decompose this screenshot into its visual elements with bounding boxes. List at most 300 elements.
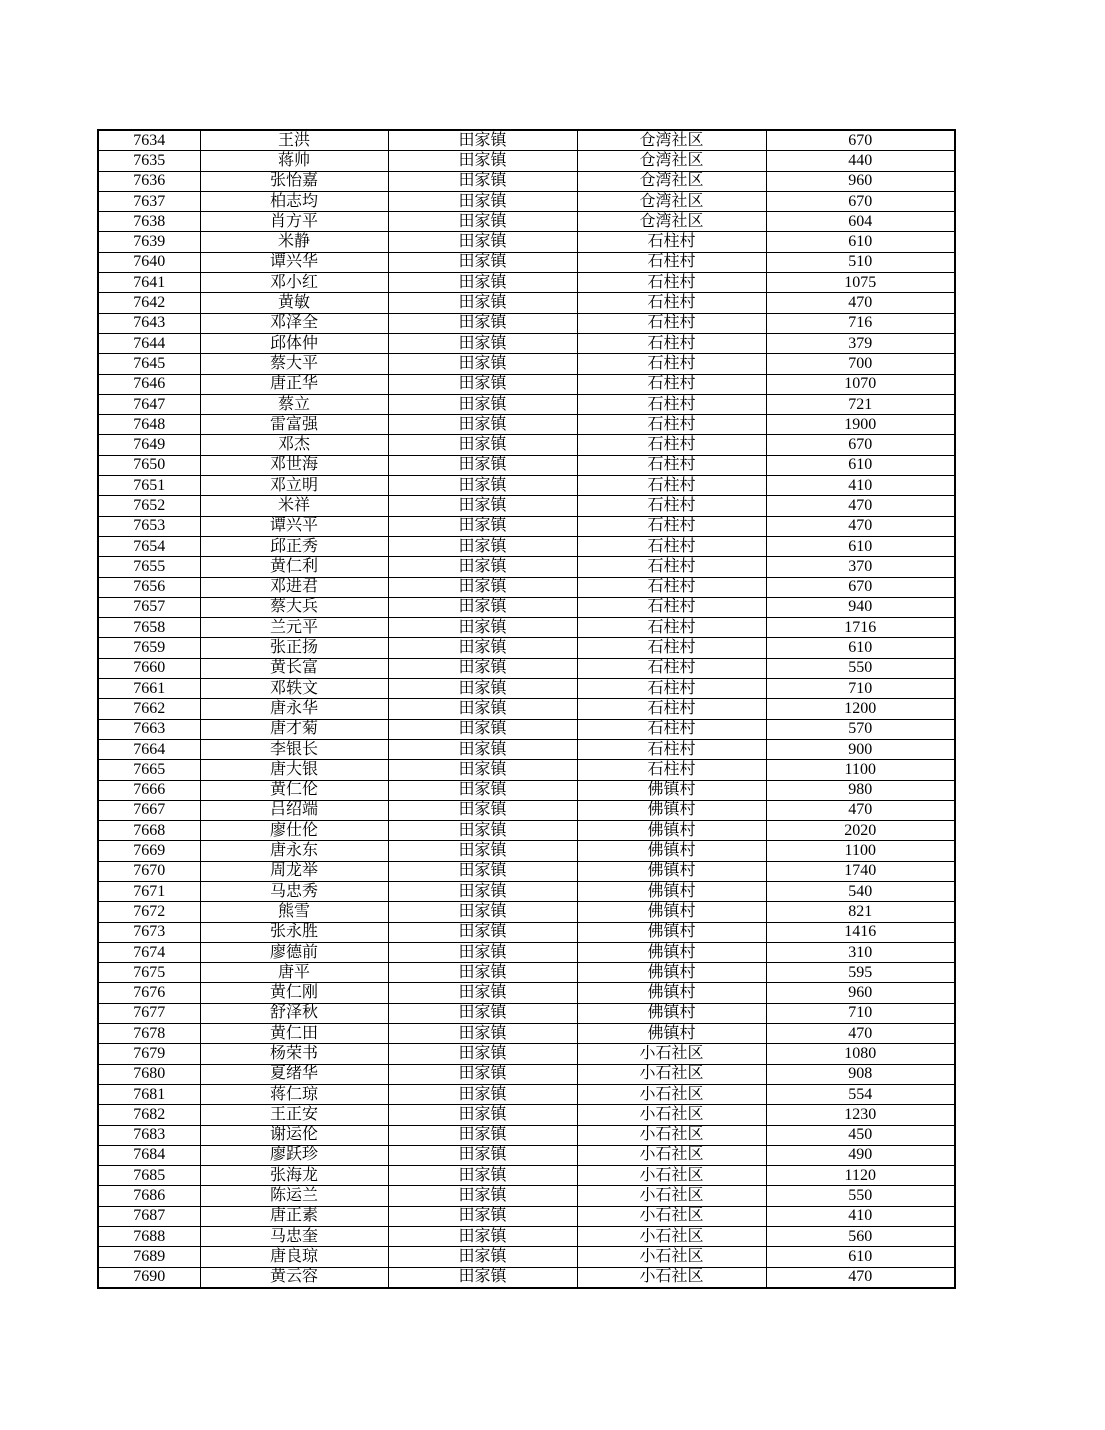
cell-number: 7650 xyxy=(98,455,200,475)
cell-village: 石柱村 xyxy=(577,313,766,333)
cell-number: 7653 xyxy=(98,516,200,536)
cell-amount: 1416 xyxy=(766,922,955,942)
table-row xyxy=(98,151,955,171)
cell-number: 7643 xyxy=(98,313,200,333)
cell-number: 7669 xyxy=(98,841,200,861)
cell-town: 田家镇 xyxy=(388,232,577,252)
cell-town: 田家镇 xyxy=(388,800,577,820)
cell-village: 石柱村 xyxy=(577,638,766,658)
table-row xyxy=(98,841,955,861)
cell-amount: 1100 xyxy=(766,760,955,780)
cell-number: 7659 xyxy=(98,638,200,658)
cell-village: 仓湾社区 xyxy=(577,151,766,171)
cell-name: 张海龙 xyxy=(200,1166,388,1186)
cell-name: 廖跃珍 xyxy=(200,1145,388,1165)
cell-name: 蔡立 xyxy=(200,394,388,414)
cell-village: 石柱村 xyxy=(577,536,766,556)
cell-number: 7639 xyxy=(98,232,200,252)
cell-name: 邓杰 xyxy=(200,435,388,455)
records-table xyxy=(97,129,956,1289)
cell-village: 佛镇村 xyxy=(577,1024,766,1044)
cell-number: 7681 xyxy=(98,1084,200,1104)
cell-name: 邓小红 xyxy=(200,273,388,293)
table-row xyxy=(98,881,955,901)
table-row xyxy=(98,679,955,699)
cell-number: 7635 xyxy=(98,151,200,171)
cell-name: 黄云容 xyxy=(200,1267,388,1288)
cell-amount: 670 xyxy=(766,191,955,211)
cell-amount: 550 xyxy=(766,1186,955,1206)
table-row xyxy=(98,313,955,333)
cell-town: 田家镇 xyxy=(388,130,577,151)
cell-name: 廖德前 xyxy=(200,942,388,962)
cell-village: 佛镇村 xyxy=(577,963,766,983)
cell-village: 石柱村 xyxy=(577,394,766,414)
cell-amount: 410 xyxy=(766,1206,955,1226)
cell-number: 7666 xyxy=(98,780,200,800)
cell-village: 佛镇村 xyxy=(577,861,766,881)
cell-name: 陈运兰 xyxy=(200,1186,388,1206)
cell-town: 田家镇 xyxy=(388,719,577,739)
cell-village: 仓湾社区 xyxy=(577,171,766,191)
cell-name: 周龙举 xyxy=(200,861,388,881)
cell-town: 田家镇 xyxy=(388,983,577,1003)
cell-village: 石柱村 xyxy=(577,252,766,272)
cell-village: 石柱村 xyxy=(577,679,766,699)
cell-name: 蔡大平 xyxy=(200,354,388,374)
table-row xyxy=(98,800,955,820)
cell-number: 7689 xyxy=(98,1247,200,1267)
cell-amount: 1075 xyxy=(766,273,955,293)
cell-amount: 379 xyxy=(766,333,955,353)
table-row xyxy=(98,252,955,272)
cell-name: 邓世海 xyxy=(200,455,388,475)
cell-number: 7644 xyxy=(98,333,200,353)
cell-number: 7676 xyxy=(98,983,200,1003)
table-row xyxy=(98,942,955,962)
cell-village: 石柱村 xyxy=(577,455,766,475)
cell-amount: 470 xyxy=(766,496,955,516)
table-row xyxy=(98,618,955,638)
cell-amount: 2020 xyxy=(766,821,955,841)
cell-amount: 610 xyxy=(766,232,955,252)
cell-number: 7670 xyxy=(98,861,200,881)
cell-town: 田家镇 xyxy=(388,1125,577,1145)
cell-number: 7673 xyxy=(98,922,200,942)
cell-village: 仓湾社区 xyxy=(577,212,766,232)
cell-town: 田家镇 xyxy=(388,881,577,901)
table-row xyxy=(98,293,955,313)
cell-amount: 570 xyxy=(766,719,955,739)
cell-town: 田家镇 xyxy=(388,252,577,272)
cell-amount: 450 xyxy=(766,1125,955,1145)
cell-amount: 470 xyxy=(766,1267,955,1288)
cell-town: 田家镇 xyxy=(388,597,577,617)
cell-amount: 610 xyxy=(766,455,955,475)
table-row xyxy=(98,130,955,151)
cell-name: 黄仁伦 xyxy=(200,780,388,800)
cell-town: 田家镇 xyxy=(388,618,577,638)
cell-number: 7656 xyxy=(98,577,200,597)
cell-village: 小石社区 xyxy=(577,1206,766,1226)
cell-number: 7649 xyxy=(98,435,200,455)
cell-name: 蒋仁琼 xyxy=(200,1084,388,1104)
cell-amount: 610 xyxy=(766,536,955,556)
cell-amount: 940 xyxy=(766,597,955,617)
cell-number: 7647 xyxy=(98,394,200,414)
cell-amount: 1900 xyxy=(766,415,955,435)
cell-amount: 554 xyxy=(766,1084,955,1104)
table-row xyxy=(98,374,955,394)
cell-village: 小石社区 xyxy=(577,1084,766,1104)
cell-amount: 821 xyxy=(766,902,955,922)
cell-name: 邓轶文 xyxy=(200,679,388,699)
cell-amount: 1080 xyxy=(766,1044,955,1064)
cell-village: 小石社区 xyxy=(577,1105,766,1125)
cell-amount: 1200 xyxy=(766,699,955,719)
cell-amount: 410 xyxy=(766,476,955,496)
cell-town: 田家镇 xyxy=(388,1267,577,1288)
table-row xyxy=(98,760,955,780)
table-row xyxy=(98,516,955,536)
cell-town: 田家镇 xyxy=(388,1166,577,1186)
cell-name: 王正安 xyxy=(200,1105,388,1125)
table-row xyxy=(98,557,955,577)
cell-amount: 470 xyxy=(766,293,955,313)
cell-town: 田家镇 xyxy=(388,354,577,374)
table-row xyxy=(98,1064,955,1084)
cell-town: 田家镇 xyxy=(388,577,577,597)
cell-name: 谢运伦 xyxy=(200,1125,388,1145)
cell-name: 唐永华 xyxy=(200,699,388,719)
cell-town: 田家镇 xyxy=(388,1064,577,1084)
cell-village: 佛镇村 xyxy=(577,942,766,962)
cell-name: 邱正秀 xyxy=(200,536,388,556)
cell-number: 7663 xyxy=(98,719,200,739)
cell-amount: 560 xyxy=(766,1227,955,1247)
table-row xyxy=(98,638,955,658)
table-row xyxy=(98,354,955,374)
table-row xyxy=(98,273,955,293)
cell-town: 田家镇 xyxy=(388,496,577,516)
cell-amount: 470 xyxy=(766,1024,955,1044)
cell-town: 田家镇 xyxy=(388,699,577,719)
cell-name: 黄长富 xyxy=(200,658,388,678)
cell-amount: 470 xyxy=(766,800,955,820)
cell-number: 7671 xyxy=(98,881,200,901)
cell-number: 7675 xyxy=(98,963,200,983)
cell-village: 石柱村 xyxy=(577,719,766,739)
table-row xyxy=(98,394,955,414)
table-row xyxy=(98,699,955,719)
cell-number: 7634 xyxy=(98,130,200,151)
table-row xyxy=(98,597,955,617)
cell-number: 7684 xyxy=(98,1145,200,1165)
cell-town: 田家镇 xyxy=(388,1003,577,1023)
table-row xyxy=(98,1145,955,1165)
cell-village: 佛镇村 xyxy=(577,821,766,841)
table-row xyxy=(98,1105,955,1125)
table-row xyxy=(98,1206,955,1226)
table-row xyxy=(98,1044,955,1064)
cell-amount: 1740 xyxy=(766,861,955,881)
cell-village: 石柱村 xyxy=(577,374,766,394)
cell-town: 田家镇 xyxy=(388,212,577,232)
table-row xyxy=(98,536,955,556)
cell-name: 张正扬 xyxy=(200,638,388,658)
cell-number: 7686 xyxy=(98,1186,200,1206)
table-body xyxy=(98,130,955,1288)
cell-amount: 670 xyxy=(766,577,955,597)
table-row xyxy=(98,821,955,841)
cell-village: 石柱村 xyxy=(577,293,766,313)
cell-number: 7690 xyxy=(98,1267,200,1288)
cell-name: 谭兴华 xyxy=(200,252,388,272)
cell-town: 田家镇 xyxy=(388,942,577,962)
cell-number: 7651 xyxy=(98,476,200,496)
cell-name: 黄仁利 xyxy=(200,557,388,577)
table-row xyxy=(98,1125,955,1145)
cell-number: 7685 xyxy=(98,1166,200,1186)
cell-number: 7678 xyxy=(98,1024,200,1044)
cell-name: 蔡大兵 xyxy=(200,597,388,617)
document-page xyxy=(97,129,956,1289)
table-row xyxy=(98,1186,955,1206)
cell-town: 田家镇 xyxy=(388,151,577,171)
cell-village: 小石社区 xyxy=(577,1267,766,1288)
cell-amount: 610 xyxy=(766,1247,955,1267)
table-row xyxy=(98,333,955,353)
cell-amount: 900 xyxy=(766,739,955,759)
cell-amount: 721 xyxy=(766,394,955,414)
cell-village: 小石社区 xyxy=(577,1247,766,1267)
cell-name: 邓泽全 xyxy=(200,313,388,333)
cell-town: 田家镇 xyxy=(388,1044,577,1064)
cell-amount: 540 xyxy=(766,881,955,901)
cell-number: 7657 xyxy=(98,597,200,617)
cell-village: 石柱村 xyxy=(577,658,766,678)
table-row xyxy=(98,1166,955,1186)
cell-number: 7668 xyxy=(98,821,200,841)
cell-village: 佛镇村 xyxy=(577,800,766,820)
cell-amount: 595 xyxy=(766,963,955,983)
cell-name: 黄敏 xyxy=(200,293,388,313)
cell-town: 田家镇 xyxy=(388,679,577,699)
table-row xyxy=(98,1227,955,1247)
cell-village: 仓湾社区 xyxy=(577,130,766,151)
cell-village: 小石社区 xyxy=(577,1125,766,1145)
cell-number: 7677 xyxy=(98,1003,200,1023)
cell-number: 7664 xyxy=(98,739,200,759)
cell-number: 7682 xyxy=(98,1105,200,1125)
cell-number: 7667 xyxy=(98,800,200,820)
cell-number: 7637 xyxy=(98,191,200,211)
table-row xyxy=(98,780,955,800)
cell-name: 雷富强 xyxy=(200,415,388,435)
cell-village: 石柱村 xyxy=(577,739,766,759)
cell-village: 石柱村 xyxy=(577,557,766,577)
cell-town: 田家镇 xyxy=(388,1084,577,1104)
cell-village: 石柱村 xyxy=(577,232,766,252)
cell-town: 田家镇 xyxy=(388,191,577,211)
cell-name: 熊雪 xyxy=(200,902,388,922)
cell-village: 石柱村 xyxy=(577,496,766,516)
table-row xyxy=(98,171,955,191)
cell-village: 石柱村 xyxy=(577,415,766,435)
cell-amount: 550 xyxy=(766,658,955,678)
table-row xyxy=(98,902,955,922)
cell-amount: 960 xyxy=(766,171,955,191)
cell-town: 田家镇 xyxy=(388,841,577,861)
cell-number: 7645 xyxy=(98,354,200,374)
cell-name: 马忠秀 xyxy=(200,881,388,901)
cell-amount: 490 xyxy=(766,1145,955,1165)
cell-number: 7641 xyxy=(98,273,200,293)
table-row xyxy=(98,435,955,455)
cell-village: 佛镇村 xyxy=(577,922,766,942)
cell-number: 7646 xyxy=(98,374,200,394)
cell-village: 石柱村 xyxy=(577,435,766,455)
cell-number: 7688 xyxy=(98,1227,200,1247)
cell-town: 田家镇 xyxy=(388,1024,577,1044)
cell-village: 小石社区 xyxy=(577,1044,766,1064)
cell-amount: 510 xyxy=(766,252,955,272)
cell-amount: 980 xyxy=(766,780,955,800)
cell-village: 石柱村 xyxy=(577,516,766,536)
cell-town: 田家镇 xyxy=(388,435,577,455)
cell-name: 谭兴平 xyxy=(200,516,388,536)
cell-amount: 670 xyxy=(766,130,955,151)
cell-town: 田家镇 xyxy=(388,374,577,394)
cell-town: 田家镇 xyxy=(388,963,577,983)
cell-number: 7661 xyxy=(98,679,200,699)
cell-name: 李银长 xyxy=(200,739,388,759)
table-row xyxy=(98,1267,955,1288)
cell-amount: 710 xyxy=(766,1003,955,1023)
cell-name: 廖仕伦 xyxy=(200,821,388,841)
cell-name: 夏绪华 xyxy=(200,1064,388,1084)
cell-number: 7638 xyxy=(98,212,200,232)
cell-name: 马忠奎 xyxy=(200,1227,388,1247)
cell-amount: 1716 xyxy=(766,618,955,638)
cell-village: 石柱村 xyxy=(577,597,766,617)
cell-village: 小石社区 xyxy=(577,1145,766,1165)
cell-amount: 1230 xyxy=(766,1105,955,1125)
cell-town: 田家镇 xyxy=(388,1145,577,1165)
cell-village: 佛镇村 xyxy=(577,983,766,1003)
cell-amount: 960 xyxy=(766,983,955,1003)
cell-village: 石柱村 xyxy=(577,333,766,353)
table-row xyxy=(98,1084,955,1104)
cell-town: 田家镇 xyxy=(388,821,577,841)
cell-name: 唐才菊 xyxy=(200,719,388,739)
cell-village: 石柱村 xyxy=(577,273,766,293)
table-row xyxy=(98,1024,955,1044)
cell-village: 小石社区 xyxy=(577,1064,766,1084)
cell-town: 田家镇 xyxy=(388,922,577,942)
cell-amount: 700 xyxy=(766,354,955,374)
cell-town: 田家镇 xyxy=(388,902,577,922)
cell-village: 石柱村 xyxy=(577,618,766,638)
cell-town: 田家镇 xyxy=(388,394,577,414)
cell-name: 张怡嘉 xyxy=(200,171,388,191)
cell-number: 7655 xyxy=(98,557,200,577)
cell-name: 杨荣书 xyxy=(200,1044,388,1064)
cell-town: 田家镇 xyxy=(388,333,577,353)
cell-town: 田家镇 xyxy=(388,171,577,191)
cell-name: 邓立明 xyxy=(200,476,388,496)
cell-amount: 610 xyxy=(766,638,955,658)
cell-village: 佛镇村 xyxy=(577,1003,766,1023)
cell-town: 田家镇 xyxy=(388,1186,577,1206)
cell-name: 蒋帅 xyxy=(200,151,388,171)
cell-village: 石柱村 xyxy=(577,760,766,780)
cell-name: 米祥 xyxy=(200,496,388,516)
cell-village: 佛镇村 xyxy=(577,881,766,901)
cell-name: 邱体仲 xyxy=(200,333,388,353)
cell-name: 唐大银 xyxy=(200,760,388,780)
cell-number: 7636 xyxy=(98,171,200,191)
cell-name: 唐正华 xyxy=(200,374,388,394)
cell-name: 邓进君 xyxy=(200,577,388,597)
cell-town: 田家镇 xyxy=(388,273,577,293)
table-row xyxy=(98,719,955,739)
cell-name: 肖方平 xyxy=(200,212,388,232)
cell-amount: 1070 xyxy=(766,374,955,394)
cell-number: 7674 xyxy=(98,942,200,962)
table-row xyxy=(98,1247,955,1267)
cell-town: 田家镇 xyxy=(388,536,577,556)
cell-number: 7654 xyxy=(98,536,200,556)
cell-number: 7652 xyxy=(98,496,200,516)
table-row xyxy=(98,455,955,475)
cell-town: 田家镇 xyxy=(388,658,577,678)
cell-village: 小石社区 xyxy=(577,1227,766,1247)
cell-number: 7679 xyxy=(98,1044,200,1064)
cell-village: 石柱村 xyxy=(577,476,766,496)
cell-town: 田家镇 xyxy=(388,760,577,780)
cell-amount: 604 xyxy=(766,212,955,232)
table-row xyxy=(98,861,955,881)
cell-town: 田家镇 xyxy=(388,293,577,313)
table-row xyxy=(98,232,955,252)
cell-number: 7660 xyxy=(98,658,200,678)
cell-village: 石柱村 xyxy=(577,354,766,374)
table-row xyxy=(98,577,955,597)
cell-amount: 908 xyxy=(766,1064,955,1084)
cell-name: 黄仁田 xyxy=(200,1024,388,1044)
table-row xyxy=(98,415,955,435)
cell-number: 7642 xyxy=(98,293,200,313)
cell-town: 田家镇 xyxy=(388,516,577,536)
cell-amount: 370 xyxy=(766,557,955,577)
cell-name: 唐良琼 xyxy=(200,1247,388,1267)
cell-amount: 310 xyxy=(766,942,955,962)
cell-town: 田家镇 xyxy=(388,1105,577,1125)
cell-amount: 710 xyxy=(766,679,955,699)
cell-name: 王洪 xyxy=(200,130,388,151)
cell-town: 田家镇 xyxy=(388,1206,577,1226)
cell-number: 7640 xyxy=(98,252,200,272)
cell-village: 佛镇村 xyxy=(577,780,766,800)
cell-village: 仓湾社区 xyxy=(577,191,766,211)
cell-name: 黄仁刚 xyxy=(200,983,388,1003)
cell-name: 唐平 xyxy=(200,963,388,983)
cell-amount: 670 xyxy=(766,435,955,455)
cell-village: 佛镇村 xyxy=(577,902,766,922)
table-row xyxy=(98,1003,955,1023)
cell-village: 佛镇村 xyxy=(577,841,766,861)
